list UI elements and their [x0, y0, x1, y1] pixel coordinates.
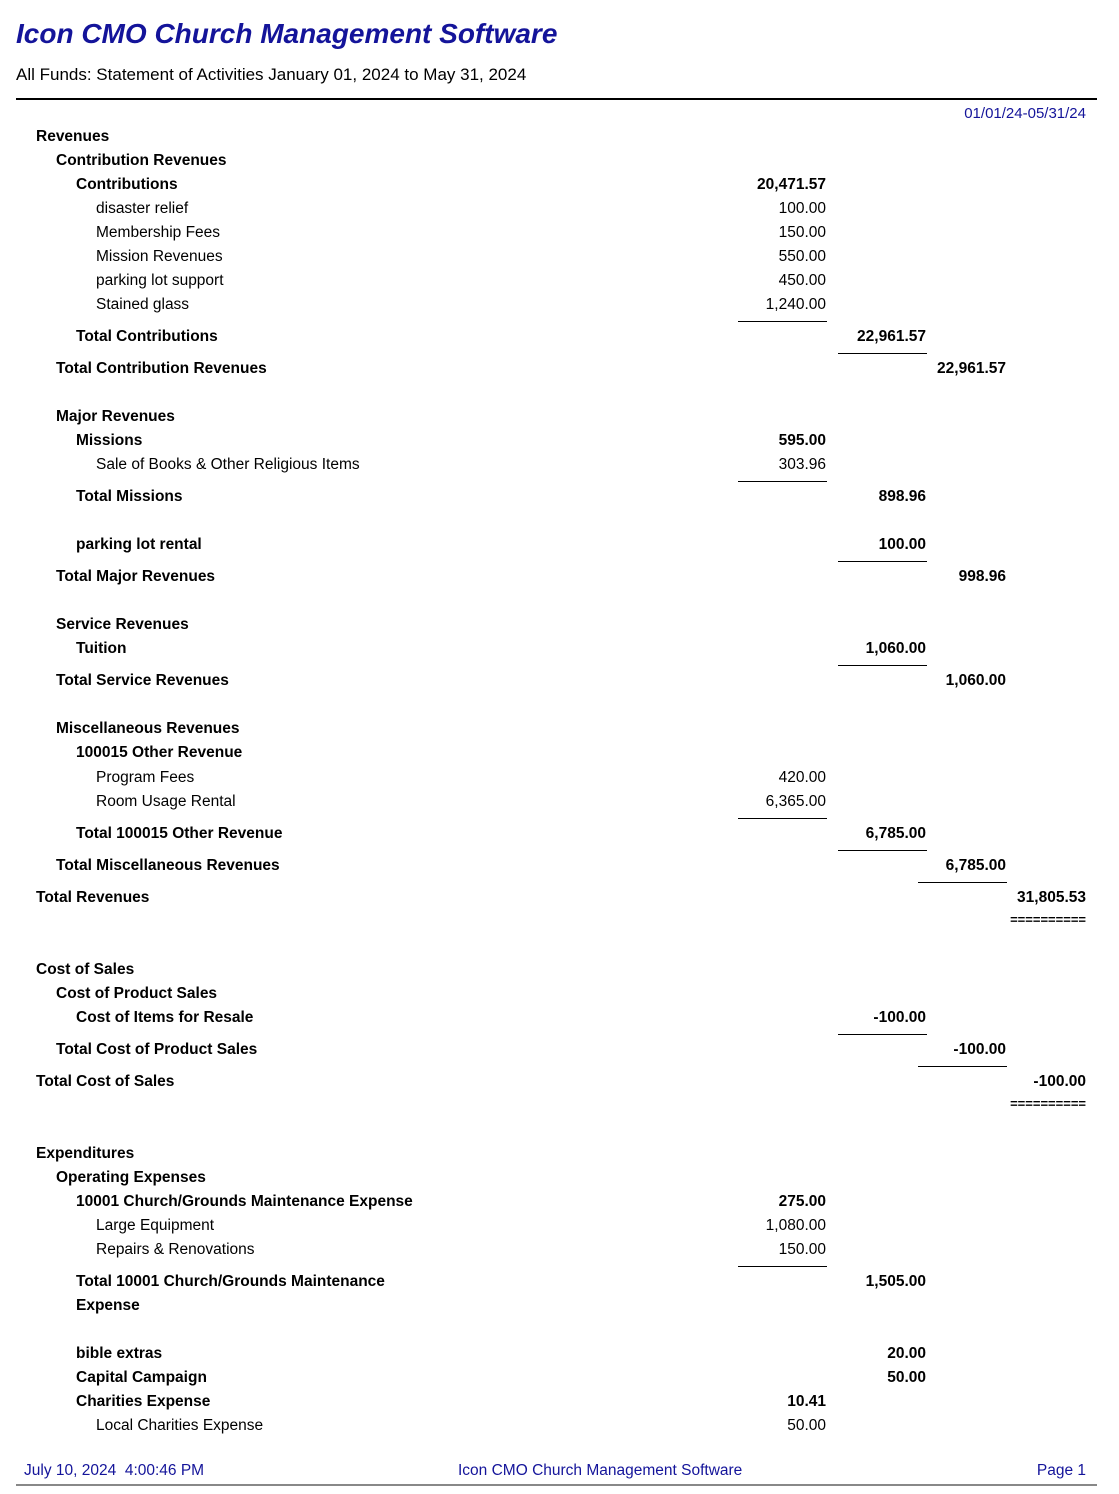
row-label: disaster relief: [96, 200, 189, 217]
row-label: Capital Campaign: [76, 1369, 207, 1386]
report-row: [0, 1393, 1119, 1417]
row-amount: 6,785.00: [945, 857, 1006, 874]
row-label: Total Miscellaneous Revenues: [56, 857, 280, 874]
row-amount: 22,961.57: [857, 328, 926, 345]
row-label: Total Revenues: [36, 889, 150, 906]
report-row: [0, 961, 1119, 985]
report-row: [0, 432, 1119, 456]
row-label: Missions: [76, 432, 143, 449]
row-amount: 100.00: [778, 200, 826, 217]
subtotal-rule: [738, 321, 827, 322]
report-row: [0, 1417, 1119, 1441]
report-title: Icon CMO Church Management Software: [16, 18, 558, 49]
row-amount: 998.96: [958, 568, 1006, 585]
row-amount: 595.00: [778, 432, 826, 449]
row-amount: 100.00: [878, 536, 926, 553]
row-label: Stained glass: [96, 296, 190, 313]
row-amount: 150.00: [778, 1241, 826, 1258]
row-label: Major Revenues: [56, 408, 175, 425]
report-row: [0, 360, 1119, 384]
report-row: [0, 889, 1119, 913]
row-label: Total 100015 Other Revenue: [76, 825, 283, 842]
row-label: Total Missions: [76, 488, 183, 505]
report-row: [0, 408, 1119, 432]
report-row: [0, 616, 1119, 640]
report-row: [0, 720, 1119, 744]
row-label: Tuition: [76, 640, 127, 657]
report-row: [0, 672, 1119, 696]
row-amount: -100.00: [953, 1041, 1006, 1058]
subtotal-rule: [838, 353, 927, 354]
row-amount: 1,240.00: [765, 296, 826, 313]
row-label: Revenues: [36, 128, 110, 145]
report-row: [0, 536, 1119, 560]
report-row: [0, 793, 1119, 817]
footer-app-name: Icon CMO Church Management Software: [458, 1462, 743, 1479]
report-row: [0, 1193, 1119, 1217]
row-label: Sale of Books & Other Religious Items: [96, 456, 360, 473]
row-label: Contribution Revenues: [56, 152, 227, 169]
row-amount: 898.96: [878, 488, 926, 505]
report-row: [0, 248, 1119, 272]
row-amount: 50.00: [787, 1417, 826, 1434]
row-amount: 420.00: [778, 769, 826, 786]
subtotal-rule: [738, 818, 827, 819]
row-label: Room Usage Rental: [96, 793, 236, 810]
row-label: Total Service Revenues: [56, 672, 229, 689]
row-amount: 150.00: [778, 224, 826, 241]
total-double-rule: ==========: [1010, 912, 1086, 927]
row-label: Total Contribution Revenues: [56, 360, 267, 377]
footer-rule: [16, 1484, 1097, 1486]
report-row: [0, 1145, 1119, 1169]
row-label: Mission Revenues: [96, 248, 223, 265]
row-label: Miscellaneous Revenues: [56, 720, 240, 737]
footer-page-number: Page 1: [1036, 1462, 1086, 1479]
row-label: Large Equipment: [96, 1217, 215, 1234]
row-label: Cost of Sales: [36, 961, 135, 978]
row-amount: 550.00: [778, 248, 826, 265]
report-row: [0, 568, 1119, 592]
subtotal-rule: [738, 1266, 827, 1267]
row-amount: 50.00: [887, 1369, 926, 1386]
row-label: parking lot support: [96, 272, 224, 289]
report-row: [0, 1297, 1119, 1321]
row-label: Contributions: [76, 176, 178, 193]
row-label: Repairs & Renovations: [96, 1241, 255, 1258]
total-double-rule: ==========: [1010, 1096, 1086, 1111]
subtotal-rule: [838, 561, 927, 562]
report-row: [0, 272, 1119, 296]
subtotal-rule: [738, 481, 827, 482]
row-amount: 22,961.57: [937, 360, 1006, 377]
report-row: [0, 985, 1119, 1009]
row-amount: -100.00: [1033, 1073, 1086, 1090]
report-row: [0, 200, 1119, 224]
row-label: Cost of Product Sales: [56, 985, 218, 1002]
row-label: Total Cost of Product Sales: [56, 1041, 258, 1058]
row-amount: 1,060.00: [945, 672, 1006, 689]
row-amount: 20,471.57: [757, 176, 826, 193]
report-row: [0, 1073, 1119, 1097]
row-label: bible extras: [76, 1345, 163, 1362]
report-row: [0, 1009, 1119, 1033]
report-row: [0, 296, 1119, 320]
row-label: Total 10001 Church/Grounds Maintenance: [76, 1273, 385, 1290]
row-amount: 303.96: [778, 456, 826, 473]
row-amount: 1,080.00: [765, 1217, 826, 1234]
row-amount: 31,805.53: [1017, 889, 1086, 906]
subtotal-rule: [838, 1034, 927, 1035]
row-label: parking lot rental: [76, 536, 202, 553]
row-amount: 1,060.00: [865, 640, 926, 657]
row-label: Charities Expense: [76, 1393, 211, 1410]
subtotal-rule: [838, 665, 927, 666]
row-label: Membership Fees: [96, 224, 221, 241]
row-label: Local Charities Expense: [96, 1417, 264, 1434]
report-row: [0, 224, 1119, 248]
report-row: [0, 128, 1119, 152]
row-label: Service Revenues: [56, 616, 189, 633]
row-label: Operating Expenses: [56, 1169, 206, 1186]
report-subtitle: All Funds: Statement of Activities January 01, 2024 to May 31, 2024: [16, 65, 527, 84]
subtotal-rule: [918, 1066, 1007, 1067]
row-amount: -100.00: [873, 1009, 926, 1026]
row-amount: 1,505.00: [865, 1273, 926, 1290]
report-row: [0, 1345, 1119, 1369]
report-row: [0, 1273, 1119, 1297]
row-amount: 20.00: [887, 1345, 926, 1362]
report-row: [0, 152, 1119, 176]
row-amount: 275.00: [778, 1193, 826, 1210]
row-amount: 10.41: [787, 1393, 826, 1410]
period-column-header: 01/01/24-05/31/24: [964, 105, 1086, 122]
row-amount: 450.00: [778, 272, 826, 289]
report-row: [0, 1169, 1119, 1193]
report-row: [0, 769, 1119, 793]
row-label: Total Major Revenues: [56, 568, 216, 585]
report-row: [0, 640, 1119, 664]
row-amount: 6,365.00: [765, 793, 826, 810]
footer-datetime: July 10, 2024 4:00:46 PM: [24, 1462, 205, 1479]
report-row: [0, 825, 1119, 849]
report-row: [0, 1241, 1119, 1265]
report-row: [0, 456, 1119, 480]
row-label: Total Cost of Sales: [36, 1073, 175, 1090]
row-label: Cost of Items for Resale: [76, 1009, 254, 1026]
row-label: Program Fees: [96, 769, 195, 786]
report-row: [0, 176, 1119, 200]
report-row: [0, 1041, 1119, 1065]
report-row: [0, 1369, 1119, 1393]
subtotal-rule: [838, 850, 927, 851]
row-label: Expense: [76, 1297, 140, 1314]
row-label: 10001 Church/Grounds Maintenance Expense: [76, 1193, 413, 1210]
header-rule: [16, 98, 1097, 100]
row-amount: 6,785.00: [865, 825, 926, 842]
report-row: [0, 857, 1119, 881]
report-row: [0, 744, 1119, 768]
report-row: [0, 488, 1119, 512]
row-label: Expenditures: [36, 1145, 135, 1162]
report-row: [0, 1217, 1119, 1241]
subtotal-rule: [918, 882, 1007, 883]
row-label: Total Contributions: [76, 328, 218, 345]
row-label: 100015 Other Revenue: [76, 744, 243, 761]
report-row: [0, 328, 1119, 352]
